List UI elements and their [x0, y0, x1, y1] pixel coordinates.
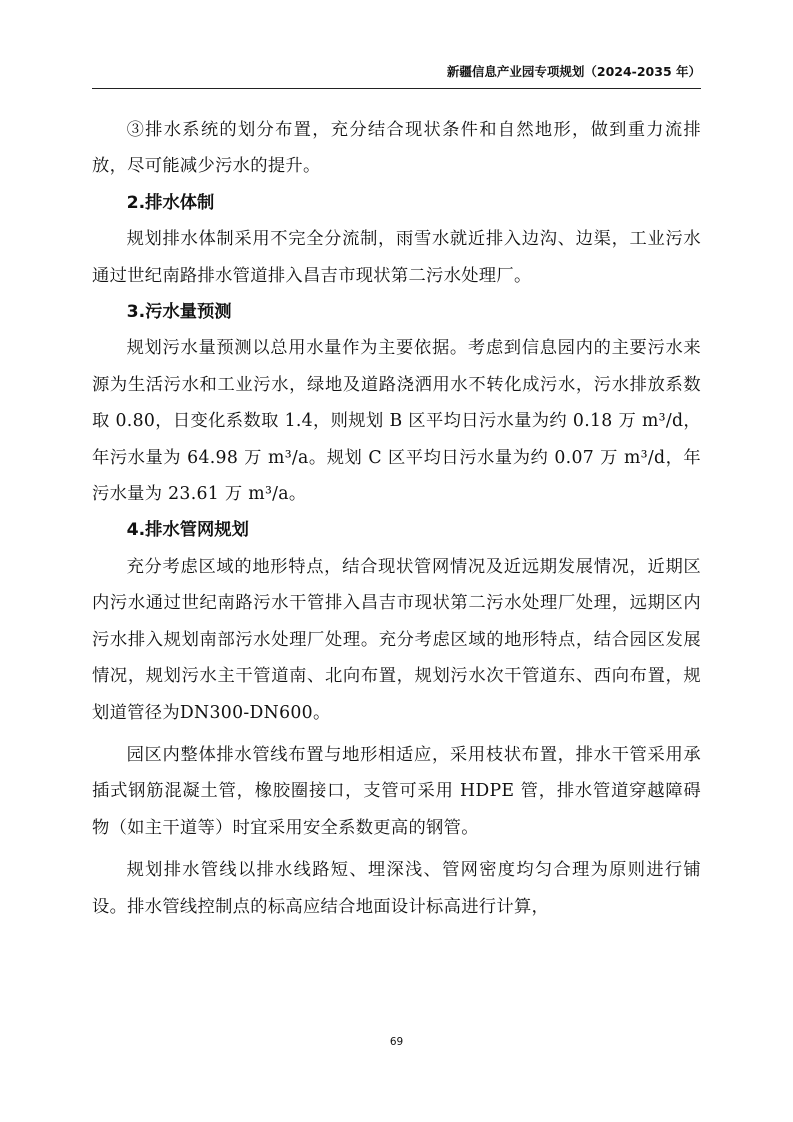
heading-sewage-forecast: 3.污水量预测 [126, 302, 232, 323]
heading-drainage-system: 2.排水体制 [126, 192, 215, 213]
page-number: 69 [389, 1036, 404, 1048]
paragraph-drainage-layout: ③排水系统的划分布置，充分结合现状条件和自然地形，做到重力流排放，尽可能减少污水的提升。 [92, 120, 701, 177]
paragraph-sewage-forecast: 规划污水量预测以总用水量作为主要依据。考虑到信息园内的主要污水来源为生活污水和工业污水，绿地及道路浇洒用水不转化成污水，污水排放系数取 0.80，日变化系数取 1.4，则规划 B 区平均日污水量为约 0.18 万 m³/d，年污水量为 64.98 万 m³/a。规划 C 区平均日污水量为约 0.07 万 m³/d，年污水量为 23.61 万 m³/a。 [92, 338, 701, 505]
paragraph-pipe-layout: 园区内整体排水管线布置与地形相适应，采用枝状布置，排水干管采用承插式钢筋混凝土管，橡胶圈接口，支管可采用 HDPE 管，排水管道穿越障碍物（如主干道等）时宜采用安全系数更高的钢管。 [92, 744, 701, 838]
running-header [92, 62, 701, 89]
paragraph-pipe-network: 充分考虑区域的地形特点，结合现状管网情况及近远期发展情况，近期区内污水通过世纪南路污水干管排入昌吉市现状第二污水处理厂处理，远期区内污水排入规划南部污水处理厂处理。充分考虑区域的地形特点，结合园区发展情况，规划污水主干管道南、北向布置，规划污水次干管道东、西向布置，规划道管径为DN300-DN600。 [92, 556, 701, 723]
paragraph-pipe-laying: 规划排水管线以排水线路短、埋深浅、管网密度均匀合理为原则进行铺设。排水管线控制点的标高应结合地面设计标高进行计算， [92, 860, 701, 917]
document-title: 新疆信息产业园专项规划（2024-2035 年） [446, 64, 701, 79]
paragraph-drainage-system: 规划排水体制采用不完全分流制，雨雪水就近排入边沟、边渠，工业污水通过世纪南路排水管道排入昌吉市现状第二污水处理厂。 [92, 229, 701, 286]
heading-pipe-network: 4.排水管网规划 [126, 520, 249, 541]
body-text [92, 112, 701, 925]
